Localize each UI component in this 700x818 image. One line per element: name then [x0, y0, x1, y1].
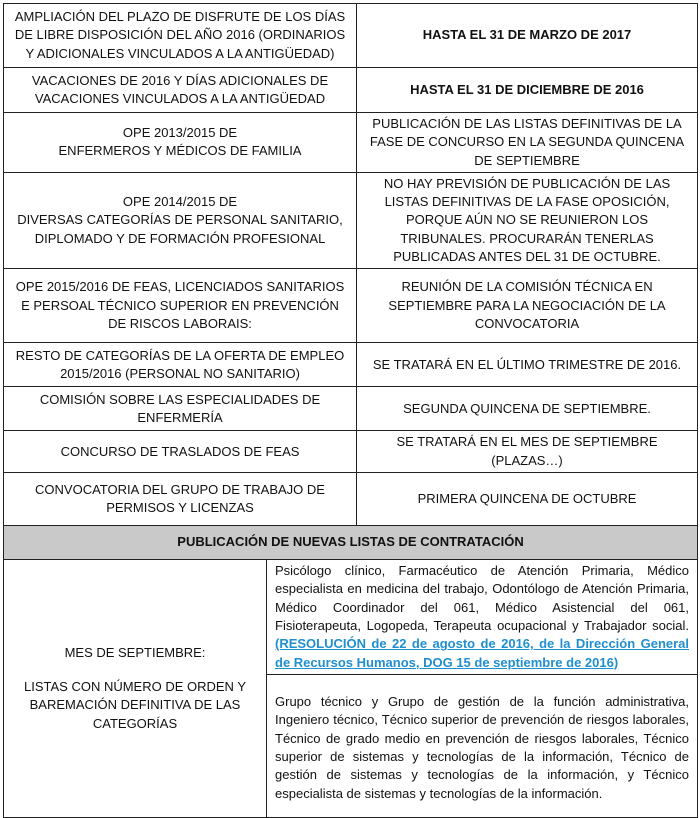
ope-line: ENFERMEROS Y MÉDICOS DE FAMILIA [58, 143, 302, 159]
list-row [4, 559, 698, 674]
row-status: PRIMERA QUINCENA DE OCTUBRE [357, 472, 698, 525]
resolution-link[interactable]: (RESOLUCIÓN de 22 de agosto de 2016, de la Dirección General de Recursos Humanos, DOG 15 de septiembre de 2016) [275, 636, 690, 670]
agenda-table [3, 3, 698, 818]
section-header: PUBLICACIÓN DE NUEVAS LISTAS DE CONTRATACIÓN [4, 525, 698, 559]
table-row [4, 343, 698, 387]
row-topic: CONVOCATORIA DEL GRUPO DE TRABAJO DE PERMISOS Y LICENZAS [4, 472, 357, 525]
table-row [4, 431, 698, 473]
row-date: HASTA EL 31 DE MARZO DE 2017 [357, 4, 698, 68]
table-row [4, 4, 698, 68]
list-categories-text: Psicólogo clínico, Farmacéutico de Atención Primaria, Médico especialista en medicina del trabajo, Odontólogo de Atención Primaria, Médico Coordinador del 061, Médico Asistencial del 061, Fisioterapeuta, Logopeda, Terapeuta ocupacional y Trabajador social. [275, 563, 690, 633]
row-date: HASTA EL 31 DE DICIEMBRE DE 2016 [357, 68, 698, 113]
row-topic: AMPLIACIÓN DEL PLAZO DE DISFRUTE DE LOS DÍAS DE LIBRE DISPOSICIÓN DEL AÑO 2016 (ORDINARIOS Y ADICIONALES VINCULADOS A LA ANTIGÜEDAD) [4, 4, 357, 68]
row-status: PUBLICACIÓN DE LAS LISTAS DEFINITIVAS DE LA FASE DE CONCURSO EN LA SEGUNDA QUINCENA DE SEPTIEMBRE [357, 113, 698, 173]
ope-line: DIVERSAS CATEGORÍAS DE PERSONAL SANITARIO, DIPLOMADO Y DE FORMACIÓN PROFESIONAL [17, 212, 343, 246]
list-categories-2 [267, 674, 698, 817]
row-topic: OPE 2015/2016 DE FEAS, LICENCIADOS SANITARIOS E PERSOAL TÉCNICO SUPERIOR EN PREVENCIÓN DE RISCOS LABORAIS: [4, 269, 357, 343]
list-categories-1 [267, 559, 698, 674]
section-header-row [4, 525, 698, 559]
row-topic: RESTO DE CATEGORÍAS DE LA OFERTA DE EMPLEO 2015/2016 (PERSONAL NO SANITARIO) [4, 343, 357, 387]
row-status: SE TRATARÁ EN EL ÚLTIMO TRIMESTRE DE 2016. [357, 343, 698, 387]
ope-line: OPE 2013/2015 DE [122, 125, 238, 141]
row-status: SEGUNDA QUINCENA DE SEPTIEMBRE. [357, 387, 698, 431]
table-row [4, 472, 698, 525]
table-row [4, 172, 698, 268]
table-row [4, 68, 698, 113]
ope-line: OPE 2014/2015 DE [122, 194, 238, 210]
september-label-cell [4, 559, 267, 817]
september-subtitle: LISTAS CON NÚMERO DE ORDEN Y BAREMACIÓN DEFINITIVA DE LAS CATEGORÍAS [24, 679, 246, 731]
row-status: REUNIÓN DE LA COMISIÓN TÉCNICA EN SEPTIEMBRE PARA LA NEGOCIACIÓN DE LA CONVOCATORIA [357, 269, 698, 343]
row-topic [4, 113, 357, 173]
row-topic [4, 172, 357, 268]
row-status: SE TRATARÁ EN EL MES DE SEPTIEMBRE (PLAZAS…) [357, 431, 698, 473]
table-row [4, 113, 698, 173]
list-categories-text: Grupo técnico y Grupo de gestión de la función administrativa, Ingeniero técnico, Técnico superior de prevención de riesgos laborales, Técnico de grado medio en prevención de riesgos laborales, Técnico superior de sistemas y tecnologías de la información, Técnico de gestión de sistemas y tecnologías de la información, y Técnico especialista de sistemas y tecnologías de la información. [275, 694, 690, 801]
september-title: MES DE SEPTIEMBRE: [64, 644, 206, 660]
table-row [4, 387, 698, 431]
row-topic: CONCURSO DE TRASLADOS DE FEAS [4, 431, 357, 473]
row-status: NO HAY PREVISIÓN DE PUBLICACIÓN DE LAS LISTAS DEFINITIVAS DE LA FASE OPOSICIÓN, PORQUE AÚN NO SE REUNIERON LOS TRIBUNALES. PROCURARÁN TENERLAS PUBLICADAS ANTES DEL 31 DE OCTUBRE. [357, 172, 698, 268]
row-topic: COMISIÓN SOBRE LAS ESPECIALIDADES DE ENFERMERÍA [4, 387, 357, 431]
table-row [4, 269, 698, 343]
row-topic: VACACIONES DE 2016 Y DÍAS ADICIONALES DE VACACIONES VINCULADOS A LA ANTIGÜEDAD [4, 68, 357, 113]
